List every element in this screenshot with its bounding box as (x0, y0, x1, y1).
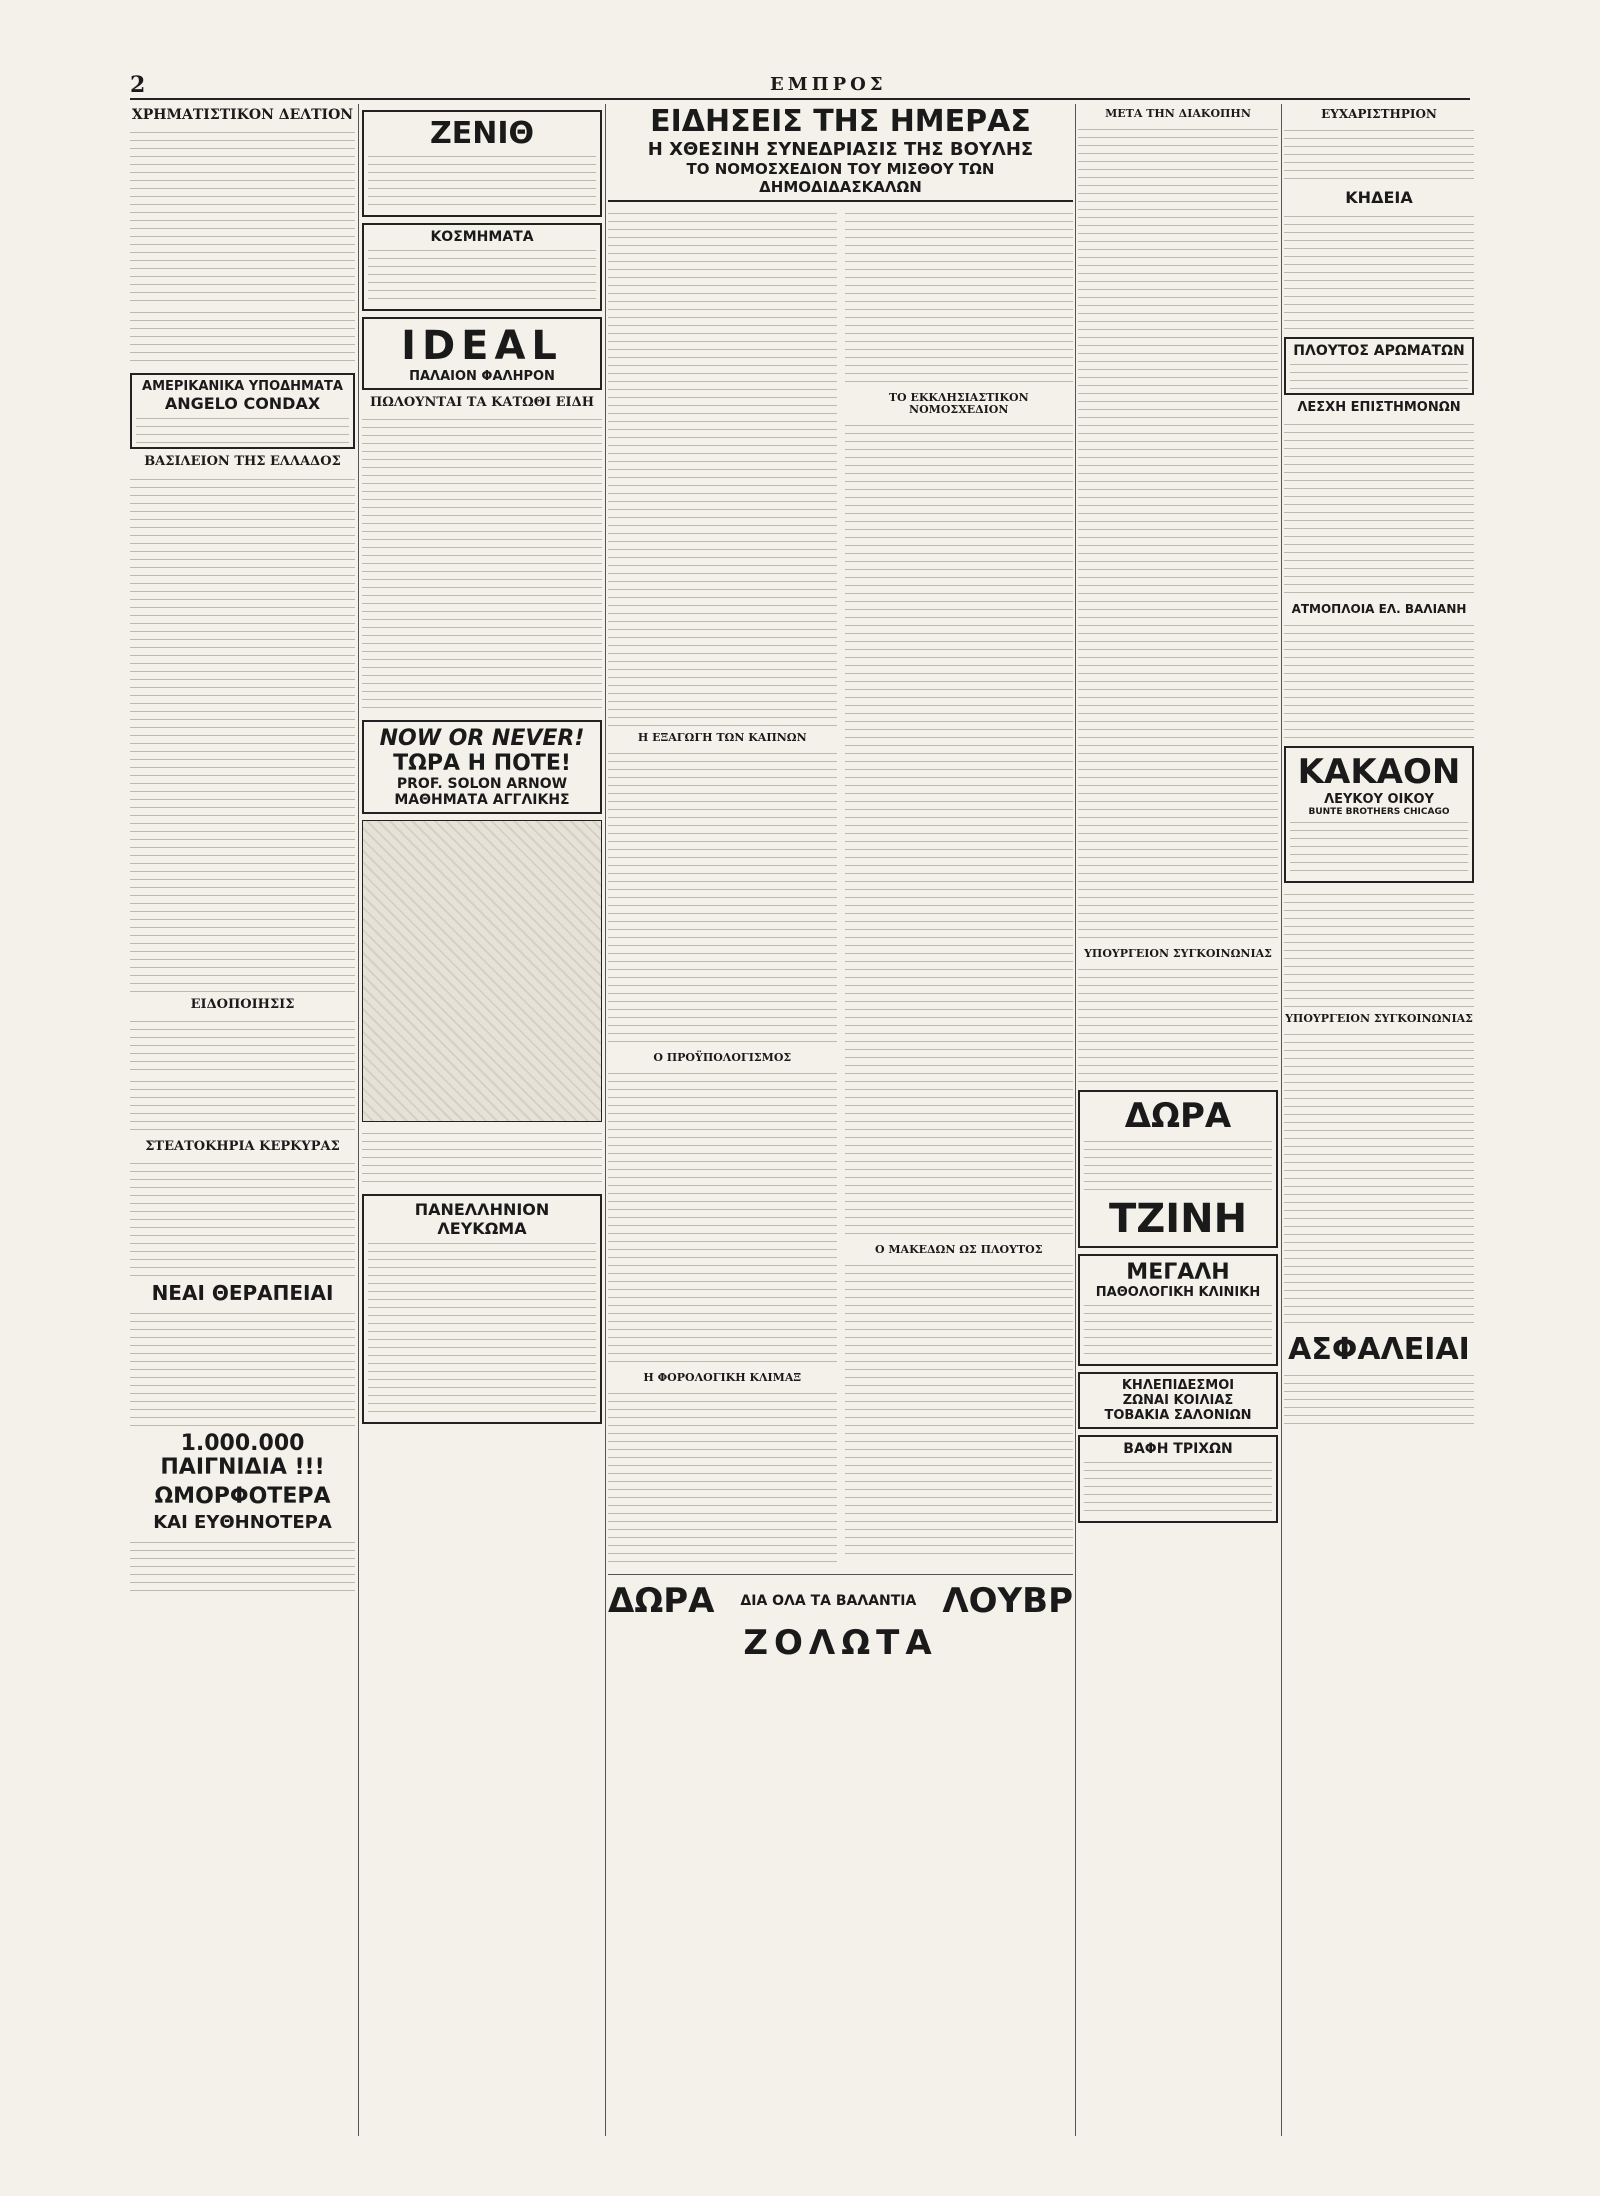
text-block (130, 1158, 355, 1278)
ad-title: ΖΕΝΙΘ (429, 116, 535, 151)
article-column (608, 208, 837, 1568)
ad-title: ΔΩΡΑ (608, 1581, 715, 1622)
ad-title: NOW OR NEVER! (379, 726, 585, 752)
advertisement (1078, 1090, 1278, 1248)
illustration (362, 820, 602, 1122)
ad-title: ΚΟΣΜΗΜΑΤΑ (430, 229, 534, 245)
ad-title: IDEAL (401, 323, 563, 369)
advertisement (1284, 337, 1474, 395)
ad-name: ANGELO CONDAX (164, 394, 321, 414)
text-block (1284, 419, 1474, 599)
article-columns (608, 208, 1073, 1568)
advertisement (362, 317, 602, 390)
advertisement (1078, 1435, 1278, 1523)
headline: Η ΧΘΕΣΙΝΗ ΣΥΝΕΔΡΙΑΣΙΣ ΤΗΣ ΒΟΥΛΗΣ (647, 139, 1034, 160)
text-block (368, 1238, 596, 1418)
text-block (368, 245, 596, 305)
text-block (136, 413, 349, 443)
section-heading: ΠΩΛΟΥΝΤΑΙ ΤΑ ΚΑΤΩΘΙ ΕΙΔΗ (370, 395, 594, 410)
ad-title: ΠΛΟΥΤΟΣ ΑΡΩΜΑΤΩΝ (1293, 342, 1465, 359)
column-rule (605, 104, 606, 2136)
ad-subtitle: ΛΕΥΚΟΥ ΟΙΚΟΥ (1324, 792, 1434, 808)
text-block (1284, 620, 1474, 740)
column-rule (1281, 104, 1282, 2136)
subheading: Η ΕΞΑΓΩΓΗ ΤΩΝ ΚΑΠΝΩΝ (637, 731, 807, 744)
text-block (1284, 125, 1474, 185)
text-block (130, 474, 355, 994)
ad-heading: ΩΜΟΡΦΟΤΕΡΑ (154, 1483, 331, 1509)
text-block (608, 1068, 837, 1368)
text-block (608, 748, 837, 1048)
ad-subtitle: ΠΑΛΑΙΟΝ ΦΑΛΗΡΟΝ (409, 369, 555, 384)
column-rule (358, 104, 359, 2136)
text-block (845, 940, 1074, 1240)
section-heading: ΧΡΗΜΑΤΙΣΤΙΚΟΝ ΔΕΛΤΙΟΝ (131, 107, 354, 123)
text-block (1078, 124, 1278, 644)
text-block (130, 1308, 355, 1428)
ad-subtitle: ΔΙΑ ΟΛΑ ΤΑ ΒΑΛΑΝΤΙΑ (740, 1593, 917, 1610)
text-block (1084, 1457, 1272, 1517)
article-column (845, 208, 1074, 1568)
ad-title: ΤΩΡΑ Η ΠΟΤΕ! (393, 751, 571, 777)
news-banner (608, 104, 1073, 202)
section-heading: ΥΠΟΥΡΓΕΙΟΝ ΣΥΓΚΟΙΝΩΝΙΑΣ (1084, 947, 1272, 961)
headline: ΤΟ ΝΟΜΟΣΧΕΔΙΟΝ ΤΟΥ ΜΙΣΘΟΥ ΤΩΝ ΔΗΜΟΔΙΔΑΣΚΑΛΩΝ (686, 160, 995, 196)
text-block (608, 208, 837, 728)
text-block (1284, 211, 1474, 331)
text-block (1078, 644, 1278, 944)
page-number: 2 (130, 72, 146, 98)
section-title: ΕΙΔΗΣΕΙΣ ΤΗΣ ΗΜΕΡΑΣ (650, 104, 1031, 139)
column-3 (608, 104, 1073, 2136)
ad-title: ΚΑΚΑΟΝ (1297, 752, 1461, 793)
advertisement (1284, 746, 1474, 883)
text-block (362, 414, 602, 714)
ad-heading: 1.000.000 ΠΑΙΓΝΙΔΙΑ !!! (160, 1431, 325, 1481)
advertisement (608, 1581, 1073, 1621)
advertisement (362, 720, 602, 814)
ad-title: ΠΑΝΕΛΛΗΝΙΟΝ ΛΕΥΚΩΜΑ (414, 1200, 550, 1239)
ad-title: ΤΖΙΝΗ (1108, 1196, 1248, 1243)
column-rule (1075, 104, 1076, 2136)
ad-title: ΖΟΛΩΤΑ (743, 1623, 938, 1664)
advertisement (1078, 1372, 1278, 1429)
column-4 (1078, 104, 1278, 2136)
text-block (608, 1388, 837, 1568)
ad-subtitle: ΠΑΘΟΛΟΓΙΚΗ ΚΛΙΝΙΚΗ (1095, 1285, 1261, 1301)
section-heading: ΑΤΜΟΠΛΟΙΑ ΕΛ. ΒΑΛΙΑΝΗ (1291, 602, 1467, 617)
ad-title: ΔΩΡΑ (1124, 1096, 1232, 1137)
ad-brand: BUNTE BROTHERS CHICAGO (1308, 807, 1450, 818)
text-block (362, 1128, 602, 1188)
text-block (368, 151, 596, 211)
subheading: Ο ΠΡΟΫΠΟΛΟΓΙΣΜΟΣ (653, 1051, 792, 1065)
text-block (130, 1076, 355, 1136)
advertisement (362, 110, 602, 217)
section-heading: ΕΙΔΟΠΟΙΗΣΙΣ (190, 996, 295, 1012)
section-heading: ΥΠΟΥΡΓΕΙΟΝ ΣΥΓΚΟΙΝΩΝΙΑΣ (1285, 1012, 1473, 1026)
text-block (1284, 1370, 1474, 1430)
divider (608, 1574, 1073, 1575)
subheading: Η ΦΟΡΟΛΟΓΙΚΗ ΚΛΙΜΑΞ (643, 1371, 802, 1385)
section-heading: ΒΑΣΙΛΕΙΟΝ ΤΗΣ ΕΛΛΑΔΟΣ (144, 454, 341, 470)
text-block (1084, 1136, 1272, 1196)
section-heading: ΣΤΕΑΤΟΚΗΡΙΑ ΚΕΡΚΥΡΑΣ (145, 1138, 340, 1154)
ad-title: ΜΕΓΑΛΗ (1126, 1260, 1230, 1286)
ad-heading: ΚΑΙ ΕΥΘΗΝΟΤΕΡΑ (153, 1511, 332, 1533)
ad-name: PROF. SOLON ARNOW (396, 776, 568, 793)
ad-title: ΖΩΝΑΙ ΚΟΙΛΙΑΣ (1122, 1393, 1234, 1409)
advertisement (362, 1194, 602, 1424)
ad-subtitle: ΜΑΘΗΜΑΤΑ ΑΓΓΛΙΚΗΣ (394, 792, 570, 809)
text-block (845, 208, 1074, 388)
section-heading: ΛΕΣΧΗ ΕΠΙΣΤΗΜΟΝΩΝ (1297, 399, 1461, 415)
text-block (1284, 1029, 1474, 1329)
text-block (130, 1537, 355, 1597)
page-header (130, 72, 1470, 100)
ad-title: ΑΜΕΡΙΚΑΝΙΚΑ ΥΠΟΔΗΜΑΤΑ (142, 379, 343, 395)
ad-title: ΛΟΥΒΡ (942, 1581, 1073, 1622)
text-block (1290, 817, 1468, 877)
ad-title: ΚΗΛΕΠΙΔΕΣΜΟΙ (1121, 1378, 1235, 1394)
text-block (845, 1260, 1074, 1560)
column-1 (130, 104, 355, 2136)
column-5 (1284, 104, 1474, 2136)
text-block (1078, 964, 1278, 1084)
subheading: ΜΕΤΑ ΤΗΝ ΔΙΑΚΟΠΗΝ (1105, 107, 1251, 120)
advertisement (1078, 1254, 1278, 1366)
ad-title: ΒΑΦΗ ΤΡΙΧΩΝ (1123, 1441, 1233, 1458)
subheading: ΤΟ ΕΚΚΛΗΣΙΑΣΤΙΚΟΝ ΝΟΜΟΣΧΕΔΙΟΝ (888, 391, 1029, 417)
column-2 (362, 104, 602, 2136)
text-block (1290, 359, 1468, 389)
section-heading: ΕΥΧΑΡΙΣΤΗΡΙΟΝ (1321, 107, 1437, 121)
ad-title: ΤΟΒΑΚΙΑ ΣΑΛΟΝΙΩΝ (1104, 1408, 1252, 1424)
text-block (1284, 889, 1474, 1009)
text-block (130, 1016, 355, 1076)
advertisement (130, 373, 355, 449)
subheading: Ο ΜΑΚΕΔΩΝ ΩΣ ΠΛΟΥΤΟΣ (874, 1243, 1043, 1257)
masthead: ΕΜΠΡΟΣ (770, 74, 887, 95)
text-block (130, 307, 355, 367)
text-block (130, 127, 355, 307)
section-heading: ΑΣΦΑΛΕΙΑΙ (1288, 1332, 1470, 1368)
section-heading: ΝΕΑΙ ΘΕΡΑΠΕΙΑΙ (151, 1281, 334, 1306)
text-block (845, 420, 1074, 940)
text-block (1084, 1300, 1272, 1360)
section-heading: ΚΗΔΕΙΑ (1345, 188, 1413, 208)
advertisement (362, 223, 602, 311)
